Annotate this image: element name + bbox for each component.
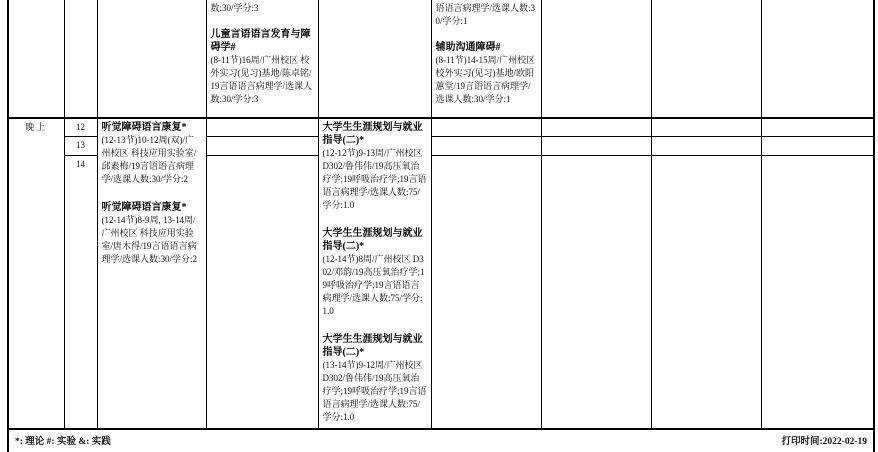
legend-text: *: 理论 #: 实验 &: 实践 — [15, 437, 111, 447]
day-cell-empty — [431, 118, 541, 137]
day-cell-empty — [651, 0, 761, 118]
time-label-cell-empty — [8, 0, 64, 118]
day-cell-course — [97, 118, 206, 429]
day-cell-empty — [206, 137, 318, 155]
day-cell-empty — [431, 155, 541, 429]
period-cell-empty — [64, 0, 97, 118]
day-cell-empty — [541, 118, 651, 137]
print-time: 打印时间:2022-02-19 — [781, 437, 867, 447]
day-cell-empty — [651, 118, 761, 137]
course-details: (12-14节)8-9周, 13-14周/广州校区 科技应用实验室/唐木得/19言语语言病理学/选课人数:30/学分:2 — [101, 215, 198, 264]
day-cell-course — [431, 0, 541, 118]
course-title: 听觉障碍语言康复* — [101, 122, 187, 133]
schedule-table — [7, 0, 875, 452]
course-block — [436, 41, 537, 106]
course-details: (12-12节)9-13周/广州校区 D302/鲁伟伟/19高压氧治疗学;19呼吸治疗学;19言语语言病理学/选课人数:75/学分:1.0 — [322, 148, 427, 210]
period-cell-14: 14 — [64, 155, 97, 429]
course-title: 儿童言语语言发育与障碍学# — [210, 29, 311, 53]
course-details: (13-14节)9-12周/广州校区 D302/鲁伟伟/19高压氧治疗学;19呼吸治疗学;19言语语言病理学/选课人数:75/学分:1.0 — [322, 360, 427, 422]
day-cell-empty — [318, 0, 431, 118]
course-details: (8-11节)16周/广州校区 校外实习(见习)基地/陈卓铭/19言语语言病理学/选课人数:30/学分:3 — [210, 55, 313, 104]
course-block — [211, 28, 314, 106]
period-cell-12: 12 — [64, 118, 97, 137]
footer-content — [15, 431, 867, 452]
day-cell-empty — [97, 0, 206, 118]
day-cell-empty — [761, 155, 874, 429]
course-title: 听觉障碍语言康复* — [101, 202, 187, 213]
footer-row — [8, 429, 874, 452]
day-cell-empty — [206, 155, 318, 429]
course-title: 大学生生涯规划与就业指导(二)* — [322, 228, 423, 252]
course-block — [323, 227, 427, 318]
course-title: 大学生生涯规划与就业指导(二)* — [322, 334, 423, 358]
day-cell-empty — [761, 0, 874, 118]
day-cell-course — [206, 0, 318, 118]
period-cell-13: 13 — [64, 137, 97, 155]
day-cell-course — [318, 118, 431, 429]
day-cell-empty — [651, 137, 761, 155]
time-label-evening: 晚上 — [8, 118, 64, 429]
course-title: 大学生生涯规划与就业指导(二)* — [322, 122, 423, 146]
course-block — [323, 333, 427, 424]
day-cell-empty — [761, 118, 874, 137]
course-details: (8-11节)14-15周/广州校区 校外实习(见习)基地/欧阳蕙堂/19言语语言病理学/选课人数:30/学分:1 — [435, 55, 536, 104]
day-cell-empty — [541, 137, 651, 155]
course-block — [323, 121, 427, 212]
course-block — [102, 121, 202, 186]
day-cell-empty — [541, 0, 651, 118]
day-cell-empty — [541, 155, 651, 429]
continuation-text: 语语言病理学/选课人数:30/学分:1 — [435, 3, 536, 26]
schedule-table-wrap — [7, 0, 873, 447]
course-title: 辅助沟通障碍# — [435, 42, 501, 53]
day-cell-empty — [206, 118, 318, 137]
course-details: (12-14节)8周/广州校区 D302/邓韵/19高压氧治疗学;19呼吸治疗学;19言语语言病理学/选课人数:75/学分:1.0 — [322, 254, 425, 316]
day-cell-empty — [431, 137, 541, 155]
continuation-text: 数:30/学分:3 — [210, 3, 259, 13]
course-block — [102, 201, 202, 266]
course-details: (12-13节)10-12周(双)/广州校区 科技应用实验室/邱素梅/19言语语言病理学/选课人数:30/学分:2 — [101, 135, 197, 184]
day-cell-empty — [761, 137, 874, 155]
day-cell-empty — [651, 155, 761, 429]
